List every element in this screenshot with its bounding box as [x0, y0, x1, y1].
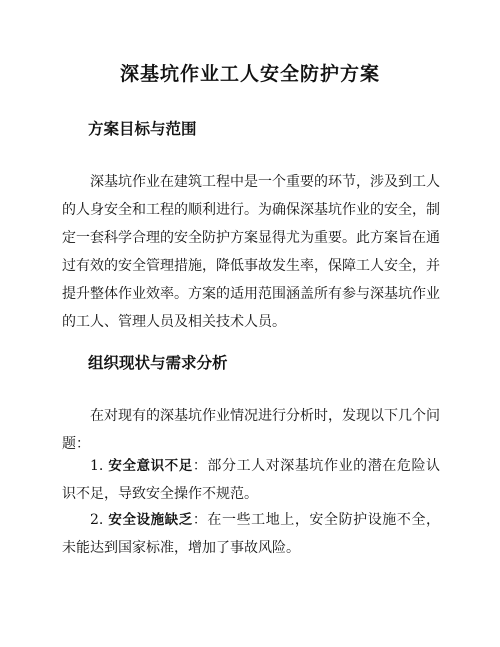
list-item — [62, 452, 440, 508]
section-paragraph-status-analysis: 在对现有的深基坑作业情况进行分析时，发现以下几个问题： — [62, 408, 440, 452]
document-title: 深基坑作业工人安全防护方案 — [119, 63, 380, 85]
list-item-label: 安全设施缺乏 — [108, 512, 193, 528]
section-heading-status-analysis: 组织现状与需求分析 — [88, 354, 228, 372]
section-paragraph-goals-scope: 深基坑作业在建筑工程中是一个重要的环节，涉及到工人的人身安全和工程的顺利进行。为确保深基坑作业的安全，制定一套科学合理的安全防护方案显得尤为重要。此方案旨在通过有效的安全管理措施，降低事故发生率，保障工人安全，并提升整体作业效率。方案的适用范围涵盖所有参与深基坑作业的工人、管理人员及相关技术人员。 — [62, 174, 440, 330]
list-item-label: 安全意识不足 — [108, 458, 193, 474]
section-heading-goals-scope: 方案目标与范围 — [88, 120, 197, 138]
list-item-text: ：部分工人对深基坑作业的潜在危险认识不足，导致安全操作不规范。 — [62, 458, 441, 502]
list-item-text: ：在一些工地上，安全防护设施不全，未能达到国家标准，增加了事故风险。 — [62, 512, 441, 556]
list-item-number: 2. — [90, 512, 109, 528]
list-item-number: 1. — [90, 458, 109, 474]
list-item — [62, 506, 440, 562]
